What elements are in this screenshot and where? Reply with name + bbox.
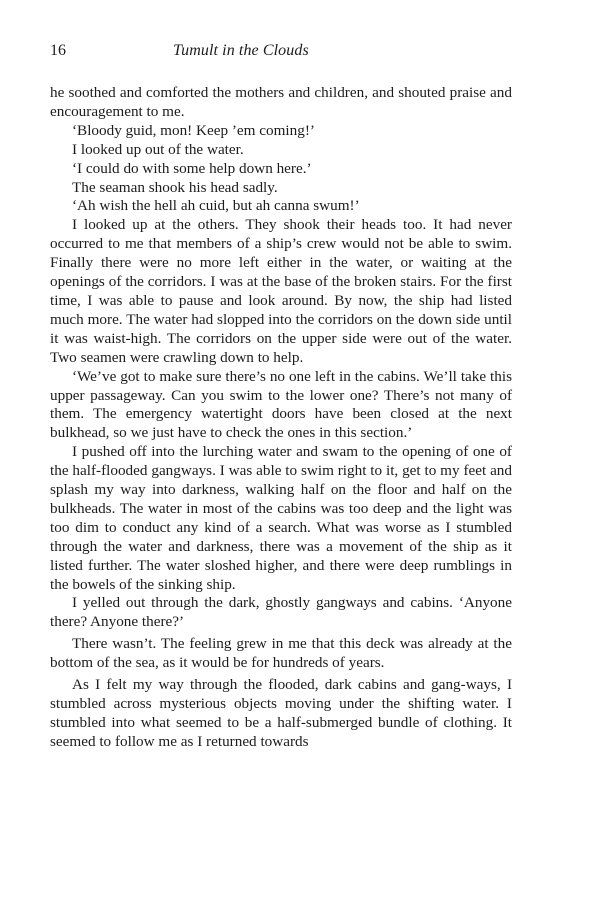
page-header (50, 42, 515, 64)
paragraph: ‘I could do with some help down here.’ (72, 159, 312, 177)
paragraph: I looked up at the others. They shook their heads too. It had never occurred to me that members of a ship’s crew would not be able to swim. Finally there were no more left either in the water, or waiting at the openings of the corridors. I was at the base of the broken stairs. For the first time, I was able to pause and look around. By now, the ship had listed much more. The water had slopped into the corridors on the down side until it was waist-high. The corridors on the upper side were out of the water. Two seamen were crawling down to help. (50, 216, 512, 366)
paragraph: As I felt my way through the flooded, dark cabins and gang-ways, I stumbled across mysterious objects moving under the shifting water. I stumbled into what seemed to be a half-submerged bundle of clothing. It seemed to follow me as I returned towards (50, 676, 512, 750)
paragraph: ‘Bloody guid, mon! Keep ’em coming!’ (72, 121, 315, 139)
paragraph: The seaman shook his head sadly. (72, 178, 278, 196)
page-number: 16 (50, 42, 66, 59)
running-title: Tumult in the Clouds (173, 42, 309, 59)
paragraph: There wasn’t. The feeling grew in me that this deck was already at the bottom of the sea, as it would be for hundreds of years. (50, 635, 512, 672)
body-text (50, 84, 512, 752)
paragraph: I pushed off into the lurching water and swam to the opening of one of the half-flooded gangways. I was able to swim right to it, get to my feet and splash my way into darkness, walking half on the floor and half on the bulkheads. The water in most of the cabins was too deep and the light was too dim to conduct any kind of a search. What was worse as I stumbled through the water and darkness, there was a movement of the ship as it listed further. The water sloshed higher, and there were deep rumblings in the bowels of the sinking ship. (50, 443, 512, 593)
paragraph: ‘Ah wish the hell ah cuid, but ah canna swum!’ (72, 197, 360, 215)
paragraph: I yelled out through the dark, ghostly gangways and cabins. ‘Anyone there? Anyone there?’ (50, 594, 512, 631)
paragraph: ‘We’ve got to make sure there’s no one left in the cabins. We’ll take this upper passageway. Can you swim to the lower one? There’s not many of them. The emergency watertight doors have been closed at the next bulkhead, so we just have to check the ones in this section.’ (50, 367, 512, 442)
paragraph: he soothed and comforted the mothers and children, and shouted praise and encouragement to me. (50, 84, 512, 120)
paragraph: I looked up out of the water. (72, 140, 244, 158)
